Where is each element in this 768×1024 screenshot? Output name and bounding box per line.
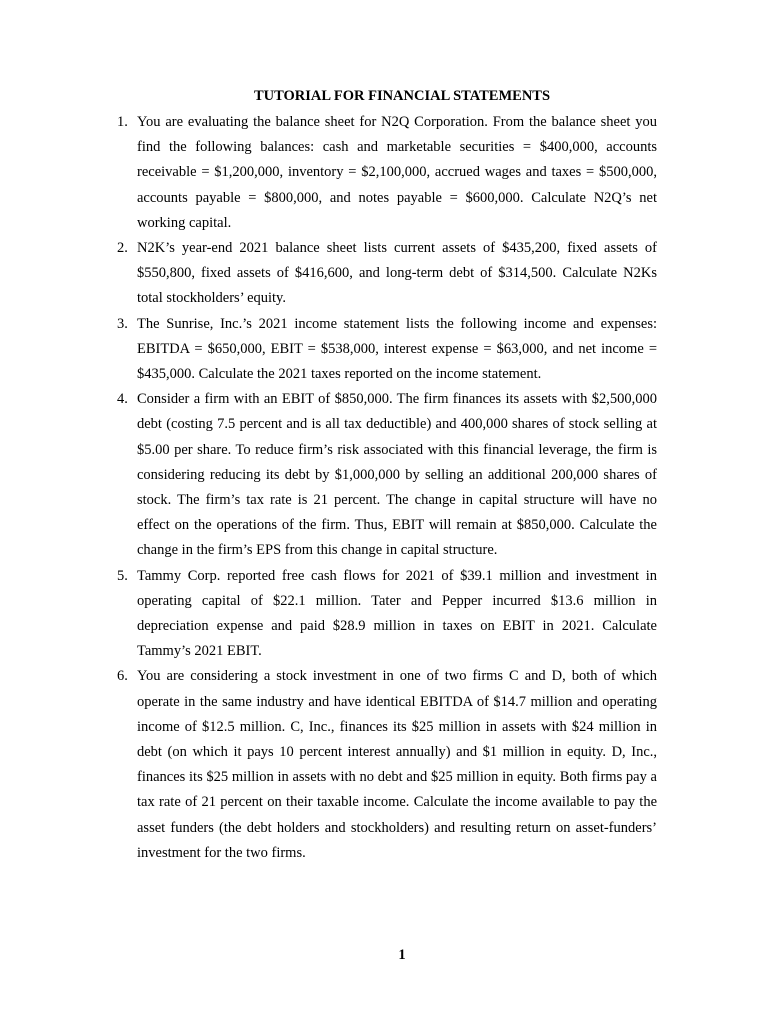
question-number: 5. xyxy=(117,567,128,584)
question-number: 2. xyxy=(117,240,128,257)
question-text: You are considering a stock investment in one of two firms C and D, both of which operate in the same industry and have identical EBITDA of $14.7 million and operating income of $12.5 million. C, Inc., finances its $25 million in assets with $24 million in debt (on which it pays 10 percent interest annually) and $1 million in equity. D, Inc., finances its $25 million in assets with no debt and $25 million in equity. Both firms pay a tax rate of 21 percent on their taxable income. Calculate the income available to pay the asset funders (the debt holders and stockholders) and resulting return on asset-funders’ investment for the two firms. xyxy=(137,668,657,861)
question-number: 6. xyxy=(117,668,128,685)
question-item xyxy=(117,110,657,236)
page-number: 1 xyxy=(398,947,406,963)
question-number: 4. xyxy=(117,391,128,408)
question-item xyxy=(117,564,657,665)
question-item xyxy=(117,236,657,312)
question-number: 1. xyxy=(117,114,128,130)
question-text: You are evaluating the balance sheet for N2Q Corporation. From the balance sheet you find the following balances: cash and marketable securities = $400,000, accounts receivable = $1,200,000, inventory = $2,100,000, accrued wages and taxes = $500,000, accounts payable = $800,000, and notes payable = $600,000. Calculate N2Q’s net working capital. xyxy=(137,114,657,231)
document-title: TUTORIAL FOR FINANCIAL STATEMENTS xyxy=(253,88,551,104)
question-number: 3. xyxy=(117,315,128,332)
question-text: N2K’s year-end 2021 balance sheet lists current assets of $435,200, fixed assets of $550,800, fixed assets of $416,600, and long-term debt of $314,500. Calculate N2Ks total stockholders’ equity. xyxy=(137,240,657,307)
question-item xyxy=(117,664,657,866)
question-text: The Sunrise, Inc.’s 2021 income statement lists the following income and expenses: EBITDA = $650,000, EBIT = $538,000, interest expense = $63,000, and net income = $435,000. Calculate the 2021 taxes reported on the income statement. xyxy=(137,315,657,383)
question-item xyxy=(117,312,657,388)
question-text: Tammy Corp. reported free cash flows for 2021 of $39.1 million and investment in operating capital of $22.1 million. Tater and Pepper incurred $13.6 million in depreciation expense and paid $28.9 million in taxes on EBIT in 2021. Calculate Tammy’s 2021 EBIT. xyxy=(137,567,657,660)
question-list xyxy=(117,110,657,866)
question-text: Consider a firm with an EBIT of $850,000. The firm finances its assets with $2,500,000 debt (costing 7.5 percent and is all tax deductible) and 400,000 shares of stock selling at $5.00 per share. To reduce firm’s risk associated with this financial leverage, the firm is considering reducing its debt by $1,000,000 by selling an additional 200,000 shares of stock. The firm’s tax rate is 21 percent. The change in capital structure will have no effect on the operations of the firm. Thus, EBIT will remain at $850,000. Calculate the change in the firm’s EPS from this change in capital structure. xyxy=(137,391,657,559)
question-item xyxy=(117,387,657,563)
